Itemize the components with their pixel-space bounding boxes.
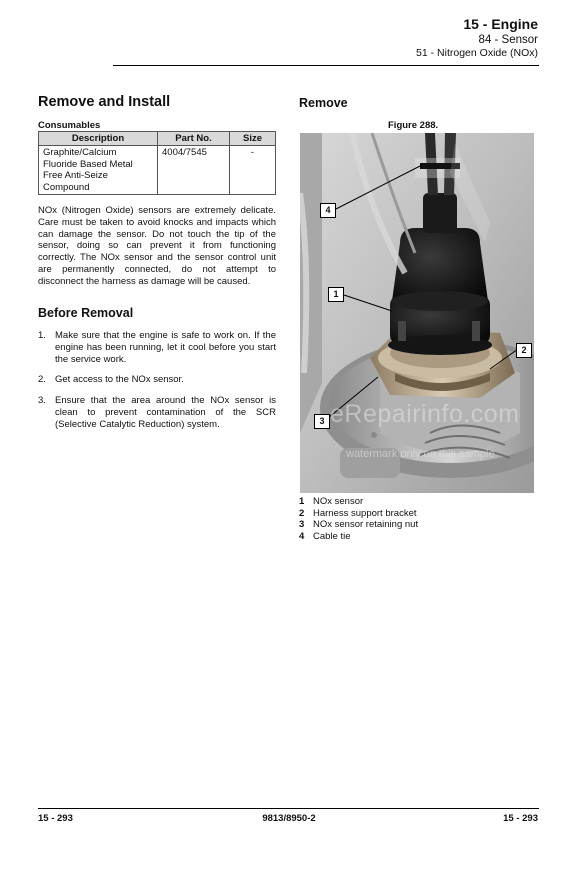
list-item — [38, 374, 276, 386]
legend-item — [299, 496, 418, 508]
sensor-photo — [300, 133, 534, 493]
col-description: Description — [39, 132, 158, 146]
callout-3: 3 — [314, 414, 330, 429]
steps-list — [38, 330, 276, 440]
legend-number: 4 — [299, 530, 305, 542]
footer-page-left: 15 - 293 — [38, 813, 73, 824]
chapter-title: 15 - Engine — [463, 16, 538, 32]
consumables-label: Consumables — [38, 120, 101, 131]
legend-text: Harness support bracket — [313, 507, 417, 519]
col-size: Size — [230, 132, 276, 146]
legend-text: NOx sensor — [313, 496, 364, 507]
list-item — [38, 395, 276, 430]
watermark: eRepairinfo.com — [330, 400, 520, 428]
step-text: Ensure that the area around the NOx sensor is clean to prevent contamination of the SCR (Selective Catalytic Reduction) system. — [55, 395, 276, 430]
legend-number: 1 — [299, 496, 305, 507]
step-number: 2. — [38, 374, 46, 386]
legend-item — [299, 519, 418, 531]
legend-text: NOx sensor retaining nut — [313, 519, 419, 530]
subsection-title: 51 - Nitrogen Oxide (NOx) — [416, 47, 538, 59]
figure-label: Figure 288. — [388, 120, 439, 131]
callout-1: 1 — [328, 287, 344, 302]
list-item — [38, 330, 276, 365]
header-rule — [113, 65, 539, 66]
legend-number: 2 — [299, 507, 305, 519]
legend-item — [299, 508, 418, 520]
legend-item — [299, 531, 418, 543]
remove-heading: Remove — [299, 96, 348, 110]
figure-legend — [299, 496, 418, 542]
page-heading: Remove and Install — [38, 94, 171, 110]
section-title: 84 - Sensor — [478, 34, 538, 46]
sensor-photo-illustration — [300, 133, 534, 493]
legend-number: 3 — [299, 519, 305, 530]
legend-text: Cable tie — [313, 530, 351, 542]
callout-4: 4 — [320, 203, 336, 218]
step-text: Get access to the NOx sensor. — [55, 374, 184, 386]
watermark-sub: watermark only on this sample — [346, 448, 495, 460]
step-number: 3. — [38, 395, 46, 407]
cell-part-no: 4004/7545 — [158, 146, 230, 195]
col-part-no: Part No. — [158, 132, 230, 146]
before-removal-heading: Before Removal — [38, 306, 134, 320]
callout-2: 2 — [516, 343, 532, 358]
consumables-table — [38, 131, 276, 195]
table-row — [39, 146, 276, 195]
footer-page-right: 15 - 293 — [503, 813, 538, 824]
step-text: Make sure that the engine is safe to work on. If the engine has been running, let it cool before you start the service work. — [55, 330, 276, 365]
footer-doc-number: 9813/8950-2 — [262, 813, 316, 824]
intro-paragraph: NOx (Nitrogen Oxide) sensors are extremely delicate. Care must be taken to avoid knocks and impacts which can damage the sensor. Do not touch the tip of the sensor, doing so can prevent it from functioning correctly. The NOx sensor and the sensor control unit are permanently connected, do not attempt to disconnect the harness as damage will be caused. — [38, 205, 276, 287]
cell-description: Graphite/Calcium Fluoride Based Metal Free Anti-Seize Compound — [39, 146, 158, 195]
footer-rule — [38, 808, 539, 809]
cell-size: - — [230, 146, 276, 195]
step-number: 1. — [38, 330, 46, 341]
